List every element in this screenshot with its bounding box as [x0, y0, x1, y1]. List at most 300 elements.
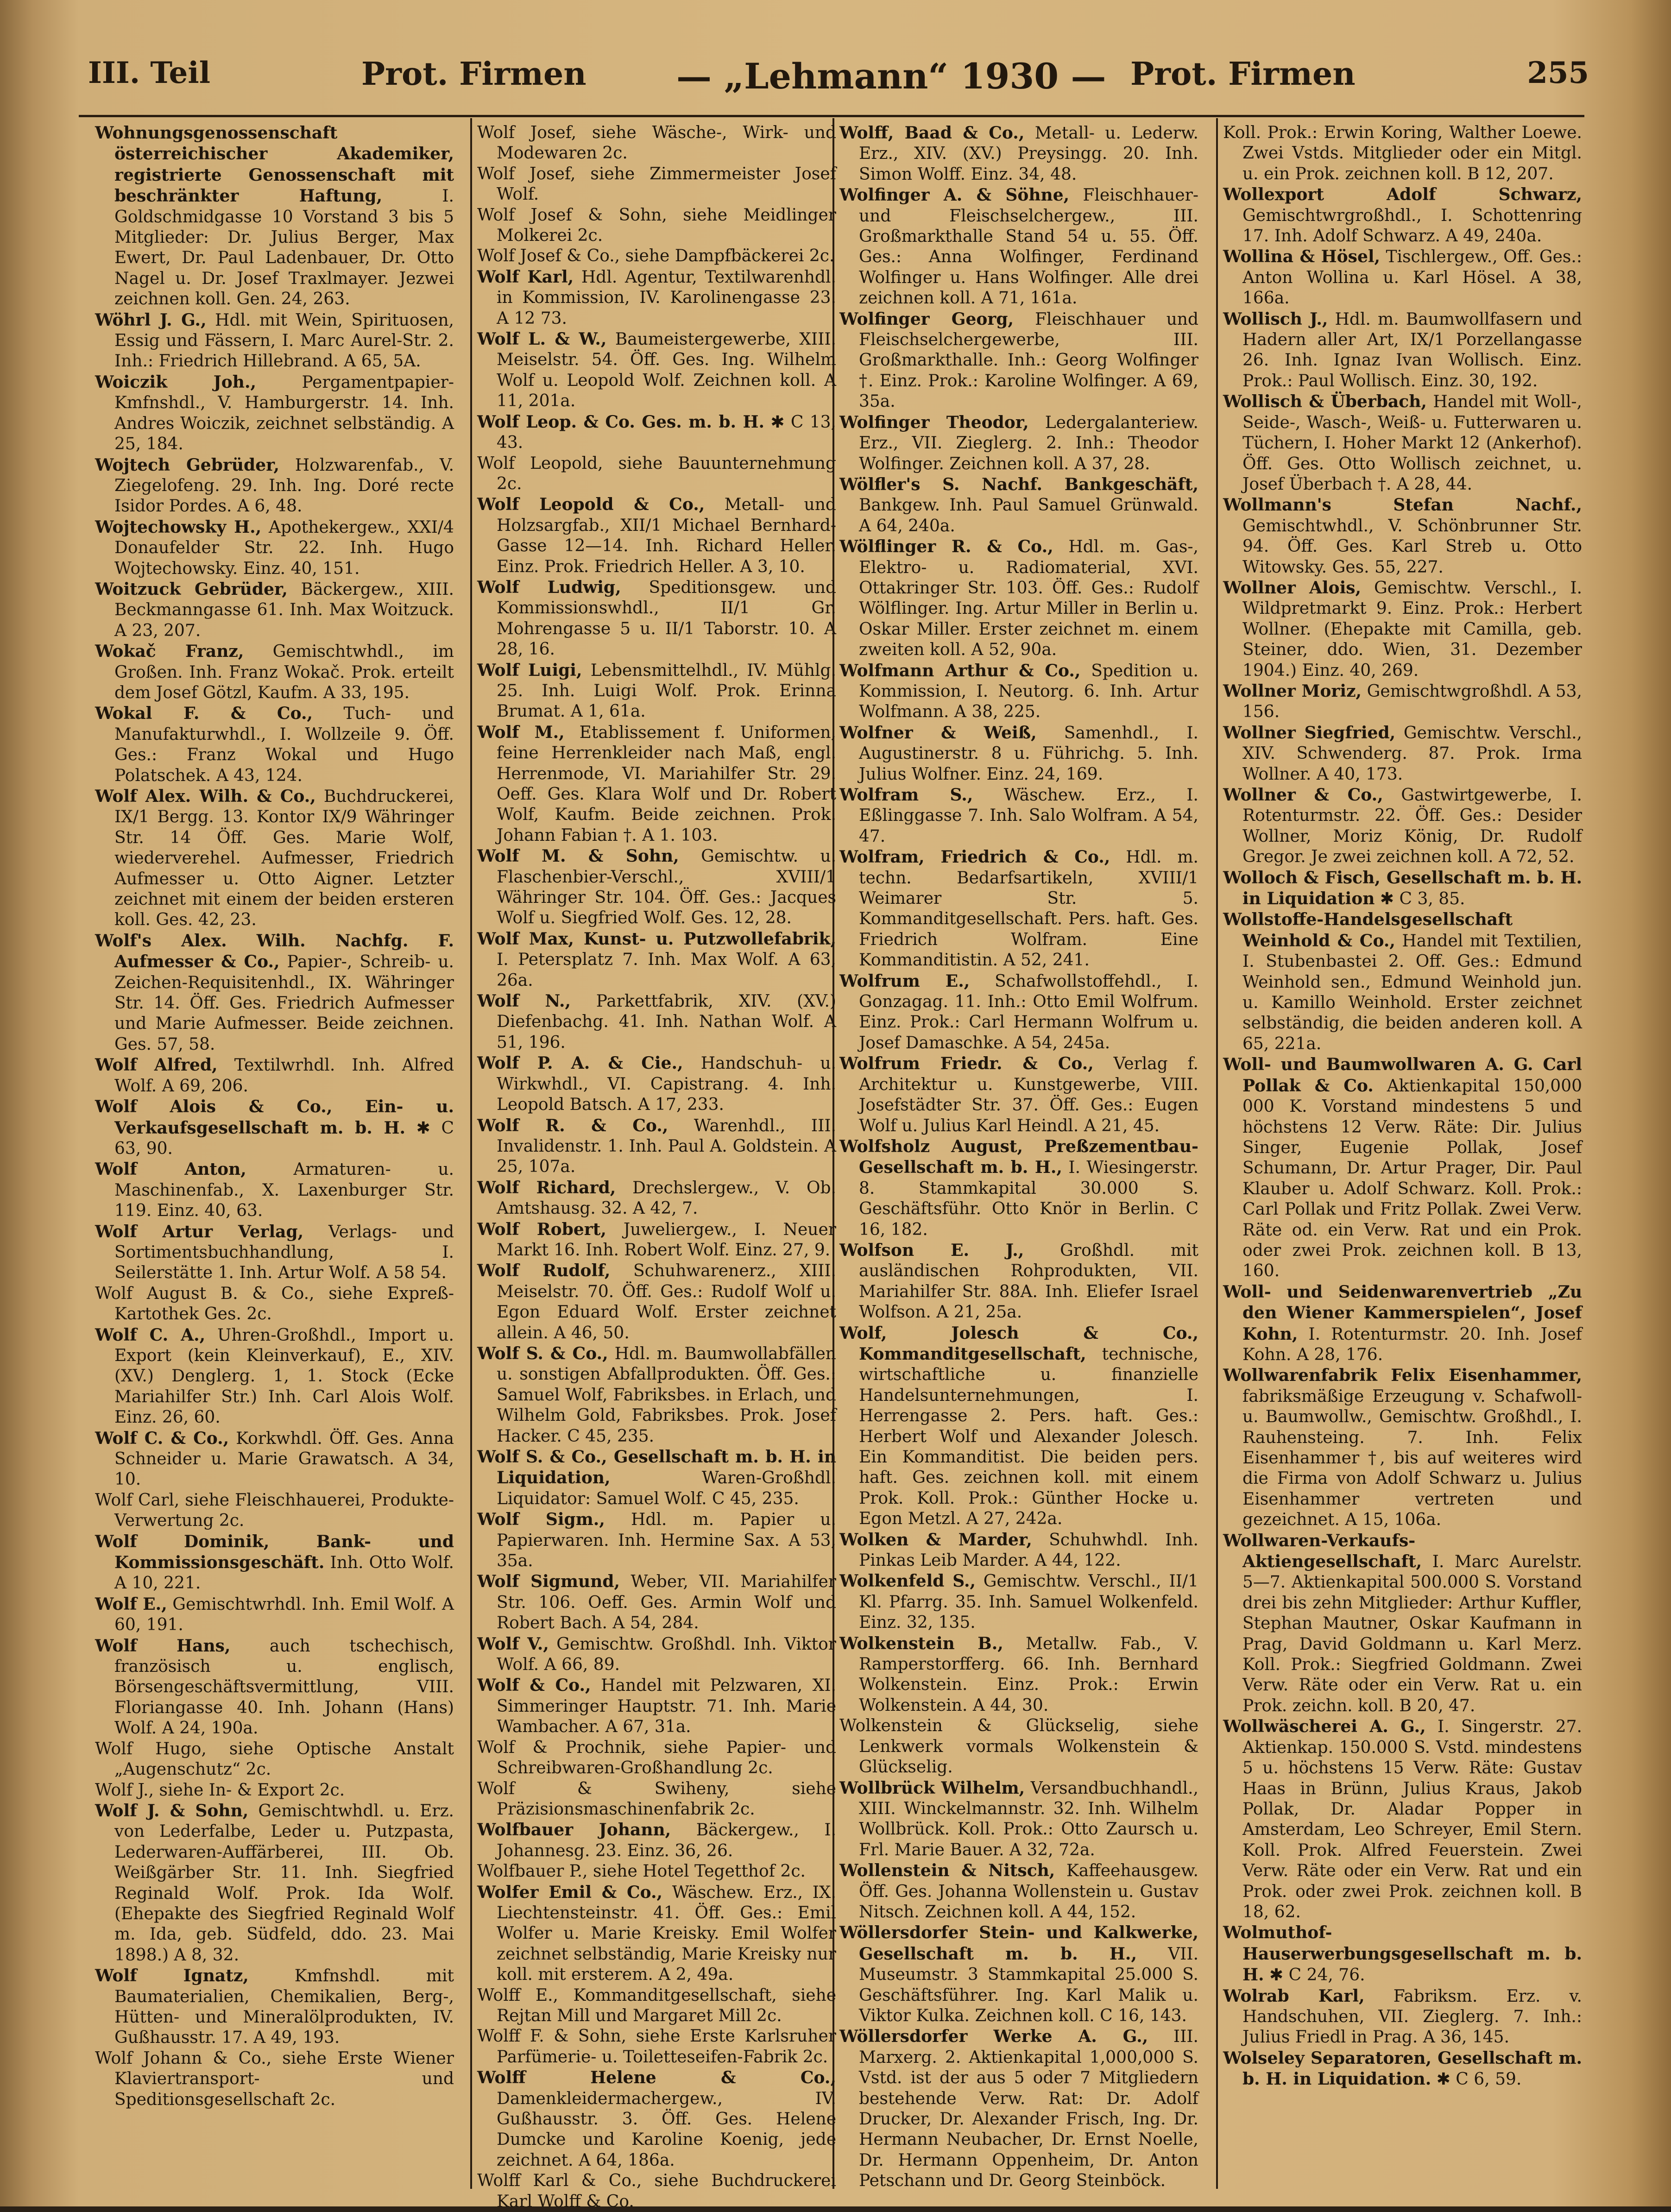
entry-details: Gemischtwgroßhdl. A 53, 156. — [1242, 681, 1582, 722]
entry-details: Wolf Leopold, siehe Bauunternehmung 2c. — [477, 454, 836, 493]
directory-entry — [95, 455, 454, 517]
directory-entry — [477, 1738, 836, 1779]
entry-details: Gemischtw. Verschl., II/1 Kl. Pfarrg. 35. Inh. Samuel Wolkenfeld. Einz. 32, 135. — [859, 1572, 1198, 1632]
directory-entry — [1223, 909, 1582, 1054]
firm-name: Wohnungsgenossenschaft österreichischer Akademiker, registrierte Genossenschaft mit beschränkter Haftung, — [95, 123, 454, 206]
entry-details: Hdl. m. Gas-, Elektro- u. Radiomaterial, XVI. Ottakringer Str. 103. Öff. Ges.: Rudolf Wölflinger. Ing. Artur Miller in Berlin u. Oskar Miller. Erster zeichnet m. einem zweiten koll. A 52, 90a. — [859, 537, 1198, 660]
directory-entry — [1223, 1922, 1582, 1985]
entry-details: Metallw. Fab., V. Ramperstorfferg. 66. Inh. Bernhard Wolkenstein. Einz. Prok.: Erwin Wolkenstein. A 44, 30. — [859, 1634, 1198, 1715]
entry-details: Schafwollstoffehdl., I. Gonzagag. 11. Inh.: Otto Emil Wolfrum. Einz. Prok.: Carl Hermann Wolfrum u. Josef Damaschke. A 54, 245a. — [859, 971, 1198, 1052]
firm-name: Wolf V., — [477, 1634, 549, 1654]
entry-details: Fleischhauer- und Fleischselchergew., III. Großmarkthalle Stand 54 u. 55. Öff. Ges.: Anna Wolfinger, Ferdinand Wolfinger u. Hans Wolfinger. Alle drei zeichnen koll. A 71, 161a. — [859, 186, 1198, 308]
directory-entry — [477, 164, 836, 205]
entry-details: I. Wiesingerstr. 8. Stammkapital 30.000 S. Geschäftsführ. Otto Knör in Berlin. C 16, 182. — [859, 1158, 1198, 1239]
directory-entry — [477, 2171, 836, 2212]
firm-name: Wolf's Alex. Wilh. Nachfg. F. Aufmesser & Co., — [95, 931, 454, 972]
directory-entry — [1223, 1986, 1582, 2048]
entry-details: Gemischtw. Verschl., XIV. Schwenderg. 87. Prok. Irma Wollner. A 40, 173. — [1242, 723, 1582, 784]
firm-name: Wolfram, Friedrich & Co., — [839, 847, 1110, 867]
entry-details: Wolf & Prochnik, siehe Papier- und Schreibwaren-Großhandlung 2c. — [477, 1738, 836, 1778]
directory-entry — [839, 1922, 1198, 2026]
firm-name: Wollwäscherei A. G., — [1223, 1717, 1426, 1737]
directory-entry — [477, 494, 836, 577]
firm-name: Wollmann's Stefan Nachf., — [1223, 495, 1582, 515]
entry-details: ✱ C 3, 85. — [1380, 889, 1465, 909]
firm-name: Wolf Hans, — [95, 1636, 231, 1656]
firm-name: Wolf Leop. & Co. Ges. m. b. H. — [477, 412, 764, 432]
firm-name: Wolf Anton, — [95, 1160, 246, 1179]
directory-entry — [95, 579, 454, 641]
firm-name: Wölfler's S. Nachf. Bankgeschäft, — [839, 474, 1198, 494]
directory-entry — [839, 1571, 1198, 1633]
firm-name: Wolf Sigmund, — [477, 1572, 620, 1592]
entry-details: Inh. Otto Wolf. A 10, 221. — [114, 1553, 454, 1593]
entry-details: Gemischtwhdl. u. Erz. von Lederfalbe, Leder u. Putzpasta, Lederwaren-Auffärberei, III. Ob. Weißgärber Str. 11. Inh. Siegfried Reginald Wolf. Prok. Ida Wolf. (Ehepakte des Siegfried Reginald Wolf m. Ida, geb. Südfeld, ddo. 23. Mai 1898.) A 8, 32. — [114, 1801, 454, 1965]
directory-entry — [839, 2026, 1198, 2191]
directory-entry — [839, 1240, 1198, 1323]
entry-details: Tuch- und Manufakturwhdl., I. Wollzeile 9. Öff. Ges.: Franz Wokal und Hugo Polatschek. A 43, 124. — [114, 704, 454, 785]
directory-entry — [477, 1985, 836, 2027]
firm-name: Wolf Richard, — [477, 1178, 616, 1197]
entry-details: Wolf & Swiheny, siehe Präzisionsmaschinenfabrik 2c. — [477, 1779, 836, 1819]
directory-entry — [477, 1260, 836, 1343]
firm-name: Wolfmann Arthur & Co., — [839, 661, 1081, 681]
directory-entry — [1223, 246, 1582, 309]
directory-entry — [477, 2026, 836, 2067]
entry-details: Gemischtw. Verschl., I. Wildpretmarkt 9. Einz. Prok.: Herbert Wollner. (Ehepakte mit Camilla, geb. Steiner, ddo. Wien, 31. Dezember 1904.) Einz. 40, 269. — [1242, 578, 1583, 680]
firm-name: Wolfrum Friedr. & Co., — [839, 1054, 1094, 1074]
directory-entry — [477, 1115, 836, 1178]
directory-entry — [477, 1820, 836, 1861]
firm-name: Wollner Alois, — [1223, 578, 1362, 598]
firm-name: Woll- und Baumwollwaren A. G. Carl Pollak & Co. — [1223, 1055, 1582, 1096]
entry-details: Wolf Hugo, siehe Optische Anstalt „Augenschutz“ 2c. — [95, 1739, 454, 1779]
entry-details: Hdl. m. Baumwollabfällen u. sonstigen Abfallprodukten. Öff. Ges.: Samuel Wolf, Fabriksbes. in Erlach, und Wilhelm Gold, Fabriksbes. Prok. Josef Hacker. C 45, 235. — [497, 1344, 836, 1446]
firm-name: Wolf Ignatz, — [95, 1966, 249, 1986]
entry-details: Papier-, Schreib- u. Zeichen-Requisitenhdl., IX. Währinger Str. 14. Öff. Ges. Friedrich Aufmesser und Marie Aufmesser. Beide zeichnen. Ges. 57, 58. — [114, 952, 454, 1054]
entry-details: Metall- und Holzsargfab., XII/1 Michael Bernhard-Gasse 12—14. Inh. Richard Heller. Einz. Prok. Friedrich Heller. A 3, 10. — [497, 495, 836, 576]
directory-entry — [95, 1159, 454, 1221]
directory-entry — [477, 660, 836, 722]
firm-name: Wolfson E. J., — [839, 1240, 1024, 1260]
directory-entry — [95, 1428, 454, 1490]
directory-entry — [477, 2067, 836, 2171]
entry-details: Aktienkapital 150,000 000 K. Vorstand mindestens 5 und höchstens 12 Verw. Räte: Dir. Julius Singer, Eugenie Pollak, Josef Schumann, Dr. Artur Prager, Dir. Paul Klauber u. Adolf Schwarz. Koll. Prok.: Carl Pollak und Fritz Pollak. Zwei Verw. Räte od. ein Verw. Rat und ein Prok. oder zwei Prok. zeichnen koll. B 13, 160. — [1242, 1076, 1583, 1281]
entry-details: Holzwarenfab., V. Ziegelofeng. 29. Inh. Ing. Doré recte Isidor Pordes. A 6, 48. — [114, 455, 454, 516]
entry-details: III. Marxerg. 2. Aktienkapital 1,000,000 S. Vstd. ist der aus 5 oder 7 Mitgliedern bestehende Verw. Rat: Dr. Adolf Drucker, Dr. Alexander Frisch, Ing. Dr. Hermann Neubacher, Dr. Ernst Noelle, Dr. Hermann Oppenheim, Dr. Anton Petschann und Dr. Georg Steinböck. — [859, 2027, 1198, 2191]
entry-details: Juweliergew., I. Neuer Markt 16. Inh. Robert Wolf. Einz. 27, 9. — [497, 1220, 836, 1260]
entry-details: Wolf Josef, siehe Wäsche-, Wirk- und Modewaren 2c. — [477, 123, 836, 163]
firm-name: Wolkenstein B., — [839, 1633, 1003, 1653]
directory-entry — [477, 1571, 836, 1633]
firm-name: Wojtech Gebrüder, — [95, 455, 279, 475]
entry-details: Schuhwhdl. Inh. Pinkas Leib Marder. A 44, 122. — [859, 1530, 1198, 1570]
firm-name: Woiczik Joh., — [95, 372, 257, 392]
entry-details: Warenhdl., III. Invalidenstr. 1. Inh. Paul A. Goldstein. A 25, 107a. — [497, 1116, 836, 1177]
directory-entry — [95, 1780, 454, 1801]
entry-details: Speditionsgew. und Kommissionswhdl., II/1 Gr. Mohrengasse 5 u. II/1 Taborstr. 10. A 28, 16. — [497, 578, 836, 659]
directory-entry — [839, 309, 1198, 412]
directory-entry — [95, 372, 454, 455]
directory-entry — [477, 846, 836, 929]
entry-details: Wolf Josef & Sohn, siehe Meidlinger Molkerei 2c. — [477, 205, 836, 246]
entry-details: Armaturen- u. Maschinenfab., X. Laxenburger Str. 119. Einz. 40, 63. — [114, 1160, 454, 1221]
directory-entry — [839, 1716, 1198, 1777]
firm-name: Wolken & Marder, — [839, 1530, 1032, 1550]
entry-details: Handel mit Textilien, I. Stubenbastei 2. Off. Ges.: Edmund Weinhold sen., Edmund Weinhold jun. u. Kamillo Weinhold. Erster zeichnet selbständig, die beiden anderen koll. A 65, 221a. — [1242, 931, 1582, 1053]
entry-details: Wolf August B. & Co., siehe Expreß-Kartothek Ges. 2c. — [95, 1284, 454, 1324]
firm-name: Wolf J. & Sohn, — [95, 1801, 249, 1821]
directory-entry — [95, 641, 454, 703]
directory-entry — [95, 1594, 454, 1636]
entry-details: Großhdl. mit ausländischen Rohprodukten, VII. Mariahilfer Str. 88A. Inh. Eliefer Israel Wolfson. A 21, 25a. — [859, 1241, 1199, 1322]
entry-details: I. Rotenturmstr. 20. Inh. Josef Kohn. A 28, 176. — [1242, 1324, 1582, 1364]
entry-details: Wolff F. & Sohn, siehe Erste Karlsruher Parfümerie- u. Toiletteseifen-Fabrik 2c. — [477, 2027, 836, 2067]
directory-entry — [1223, 1365, 1582, 1530]
firm-name: Wollisch J., — [1223, 309, 1328, 329]
firm-name: Woll- und Seidenwarenvertrieb „Zu den Wiener Kammerspielen“, Josef Kohn, — [1223, 1282, 1582, 1344]
firm-name: Wolf Rudolf, — [477, 1261, 611, 1281]
firm-name: Wollwaren-Verkaufs-Aktiengesellschaft, — [1223, 1531, 1422, 1572]
entry-details: Wolf Johann & Co., siehe Erste Wiener Klaviertransport- und Speditionsgesellschaft 2c. — [95, 2048, 454, 2109]
firm-name: Wolf Max, Kunst- u. Putzwollefabrik, — [477, 929, 836, 949]
entry-details: Ledergalanteriew. Erz., VII. Zieglerg. 2. Inh.: Theodor Wolfinger. Zeichnen koll. A 37, 28. — [859, 413, 1198, 473]
directory-entry — [477, 577, 836, 660]
column-2 — [477, 123, 837, 2211]
header-rule — [79, 115, 1584, 117]
entry-details: Wolkenstein & Glückselig, siehe Lenkwerk vormals Wolkenstein & Glückselig. — [839, 1716, 1198, 1777]
entry-details: Gastwirtgewerbe, I. Rotenturmstr. 22. Öff. Ges.: Desider Wollner, Moriz König, Dr. Rudolf Gregor. Je zwei zeichnen koll. A 72, 52. — [1242, 786, 1582, 867]
firm-name: Wolf Ludwig, — [477, 577, 621, 597]
entry-details: Kmfnshdl. mit Baumaterialien, Chemikalien, Berg-, Hütten- und Mineralölprodukten, IV. Gußhausstr. 17. A 49, 193. — [114, 1966, 454, 2048]
column-4 — [1223, 123, 1582, 2189]
firm-name: Wollner & Co., — [1223, 785, 1383, 805]
directory-entry — [477, 123, 836, 164]
directory-entry — [95, 2048, 454, 2110]
column-1 — [95, 123, 454, 2189]
firm-name: Wolf N., — [477, 991, 571, 1011]
entry-details: VII. Museumstr. 3 Stammkapital 25.000 S. Geschäftsführer. Ing. Karl Malik u. Viktor Kulka. Zeichnen koll. C 16, 143. — [859, 1944, 1199, 2025]
firm-name: Wolloch & Fisch, Gesellschaft m. b. H. in Liquidation — [1223, 868, 1582, 909]
firm-name: Wolfbauer Johann, — [477, 1820, 671, 1840]
entry-details: Hdl. m. Baumwollfasern und Hadern aller Art, IX/1 Porzellangasse 26. Inh. Ignaz Ivan Wollisch. Einz. Prok.: Paul Wollisch. Einz. 30, 192. — [1242, 309, 1582, 391]
directory-entry — [95, 517, 454, 579]
firm-name: Wolf Alois & Co., Ein- u. Verkaufsgesellschaft m. b. H. — [95, 1097, 454, 1138]
entry-details: Wolf Carl, siehe Fleischhauerei, Produkte-Verwertung 2c. — [95, 1490, 454, 1531]
firm-name: Wolseley Separatoren, Gesellschaft m. b. H. in Liquidation. — [1223, 2048, 1582, 2089]
directory-entry — [839, 1136, 1198, 1240]
entry-details: Hdl. m. Papier u. Papierwaren. Inh. Hermine Sax. A 53, 35a. — [497, 1510, 836, 1571]
entry-details: Wolf J., siehe In- & Export 2c. — [95, 1780, 345, 1800]
firm-name: Wolf M., — [477, 722, 565, 742]
firm-name: Wolf R. & Co., — [477, 1115, 668, 1135]
directory-entry — [95, 1739, 454, 1780]
entry-details: Wolfbauer P., siehe Hotel Tegetthof 2c. — [477, 1862, 806, 1881]
entry-details: fabriksmäßige Erzeugung v. Schafwoll- u. Baumwollw., Gemischtw. Großhdl., I. Rauhensteing. 7. Inh. Felix Eisenhammer †, bis auf weiteres wird die Firma von Adolf Schwarz u. Julius Eisenhammer vertreten und gezeichnet. A 15, 106a. — [1242, 1386, 1582, 1530]
entry-details: Bäckergew., XIII. Beckmanngasse 61. Inh. Max Woitzuck. A 23, 207. — [114, 580, 454, 640]
entry-details: Hdl. Agentur, Textilwarenhdl. in Kommission, IV. Karolinengasse 23. A 12 73. — [497, 267, 836, 328]
entry-details: Wolf Josef & Co., siehe Dampfbäckerei 2c. — [477, 246, 835, 266]
firm-name: Wolfinger A. & Söhne, — [839, 185, 1070, 205]
directory-entry — [95, 123, 454, 310]
entry-details: Pergamentpapier-Kmfnshdl., V. Hamburgerstr. 14. Inh. Andres Woiczik, zeichnet selbständig. A 25, 184. — [114, 372, 454, 454]
directory-entry — [477, 1178, 836, 1219]
entry-details: Waren-Großhdl. Liquidator: Samuel Wolf. C 45, 235. — [497, 1468, 836, 1508]
firm-name: Wölflinger R. & Co., — [839, 537, 1053, 557]
directory-entry — [1223, 1282, 1582, 1366]
firm-name: Wolfrum E., — [839, 971, 970, 991]
firm-name: Wolf Karl, — [477, 267, 574, 287]
firm-name: Wöllersdorfer Werke A. G., — [839, 2027, 1148, 2047]
directory-entry — [839, 661, 1198, 723]
directory-entry — [95, 310, 454, 372]
directory-entry — [839, 971, 1198, 1054]
firm-name: Wollisch & Überbach, — [1223, 392, 1427, 412]
firm-name: Wollwarenfabrik Felix Eisenhammer, — [1223, 1366, 1582, 1386]
directory-entry — [95, 786, 454, 931]
directory-entry — [477, 1861, 836, 1882]
part-label: III. Teil — [88, 56, 210, 90]
entry-details: Weber, VII. Mariahilfer Str. 106. Oeff. Ges. Armin Wolf und Robert Bach. A 54, 284. — [497, 1572, 836, 1633]
page-header — [88, 56, 1589, 107]
entry-details: I. Petersplatz 7. Inh. Max Wolf. A 63, 26a. — [497, 950, 836, 990]
directory-entry — [95, 1636, 454, 1739]
entry-details: Gemischtwrhdl. Inh. Emil Wolf. A 60, 191. — [114, 1594, 454, 1635]
directory-entry — [1223, 2048, 1582, 2090]
entry-details: Tischlergew., Off. Ges.: Anton Wollina u. Karl Hösel. A 38, 166a. — [1242, 247, 1582, 308]
directory-entry — [1223, 309, 1582, 392]
entry-details: Schuhwarenerz., XIII. Meiselstr. 70. Öff. Ges.: Rudolf Wolf u. Egon Eduard Wolf. Erster zeichnet allein. A 46, 50. — [497, 1261, 836, 1342]
directory-entry — [839, 1530, 1198, 1571]
directory-entry — [839, 474, 1198, 536]
column-divider — [470, 118, 472, 2189]
directory-entry — [95, 1055, 454, 1097]
firm-name: Wolf C. A., — [95, 1325, 206, 1345]
directory-entry — [477, 267, 836, 329]
directory-entry — [477, 1509, 836, 1571]
firm-name: Wolf P. A. & Cie., — [477, 1053, 683, 1073]
firm-name: Wolfer Emil & Co., — [477, 1882, 663, 1902]
firm-name: Wollenstein & Nitsch, — [839, 1861, 1055, 1881]
directory-entry — [1223, 578, 1582, 681]
directory-entry — [1223, 1716, 1582, 1922]
entry-details: Gemischtwhdl., V. Schönbrunner Str. 94. Öff. Ges. Karl Streb u. Otto Witowsky. Ges. 55, 227. — [1242, 516, 1582, 577]
running-title-left: Prot. Firmen — [361, 56, 586, 93]
firm-name: Wolf Robert, — [477, 1219, 606, 1239]
directory-entry — [477, 454, 836, 495]
firm-name: Wolf Alfred, — [95, 1055, 218, 1075]
entry-details: Textilwrhdl. Inh. Alfred Wolf. A 69, 206. — [114, 1056, 454, 1096]
entry-details: Drechslergew., V. Ob. Amtshausg. 32. A 42, 7. — [497, 1178, 837, 1218]
firm-name: Wolf Dominik, Bank- und Kommissionsgeschäft. — [95, 1531, 454, 1573]
entry-details: I. Marc Aurelstr. 5—7. Aktienkapital 500.000 S. Vorstand drei bis zehn Mitglieder: Arthur Kuffler, Stephan Mautner, Oskar Kaufmann in Prag, David Goldmann u. Karl Merz. Koll. Prok.: Siegfried Goldmann. Zwei Verw. Räte oder ein Verw. Rat u. ein Prok. zeichn. koll. B 20, 47. — [1242, 1552, 1582, 1715]
firm-name: Wollina & Hösel, — [1223, 247, 1381, 267]
directory-entry — [95, 1284, 454, 1325]
directory-entry — [839, 1860, 1198, 1922]
directory-entry — [95, 1966, 454, 2048]
directory-entry — [839, 185, 1198, 309]
directory-entry — [1223, 868, 1582, 910]
firm-name: Wöhrl J. G., — [95, 310, 207, 330]
directory-entry — [95, 1490, 454, 1531]
directory-entry — [839, 412, 1198, 474]
entry-details: ✱ C 13, 43. — [497, 412, 836, 453]
firm-name: Wolf Sigm., — [477, 1510, 605, 1530]
directory-entry — [1223, 681, 1582, 723]
entry-details: Gemischtw. Großhdl. Inh. Viktor Wolf. A 66, 89. — [497, 1634, 836, 1675]
directory-entry — [839, 1778, 1198, 1861]
entry-details: Wolff Karl & Co., siehe Buchdruckerei Karl Wolff & Co. — [477, 2171, 836, 2211]
entry-details: Uhren-Großhdl., Import u. Export (kein Kleinverkauf), E., XIV. (XV.) Denglerg. 1, 1. Stock (Ecke Mariahilfer Str.) Inh. Carl Alois Wolf. Einz. 26, 60. — [114, 1325, 454, 1427]
firm-name: Wolrab Karl, — [1223, 1986, 1365, 2006]
firm-name: Wolfner & Weiß, — [839, 723, 1037, 743]
firm-name: Wolf & Co., — [477, 1676, 591, 1695]
entry-details: Gemischtw. u. Flaschenbier-Verschl., XVIII/1 Währinger Str. 104. Öff. Ges.: Jacques Wolf u. Siegfried Wolf. Ges. 12, 28. — [497, 847, 837, 928]
firm-name: Wollstoffe-Handelsgesellschaft Weinhold & Co., — [1223, 910, 1513, 951]
directory-entry — [477, 246, 836, 266]
firm-name: Wolf Artur Verlag, — [95, 1222, 304, 1241]
directory-entry — [477, 412, 836, 454]
firm-name: Wolf L. & W., — [477, 329, 607, 349]
entry-details: Koll. Prok.: Erwin Koring, Walther Loewe. Zwei Vstds. Mitglieder oder ein Mitgl. u. ein Prok. zeichnen koll. B 12, 207. — [1223, 123, 1582, 183]
directory-entry — [95, 703, 454, 786]
entry-details: Parkettfabrik, XIV. (XV.) Diefenbachg. 41. Inh. Nathan Wolf. A 51, 196. — [497, 992, 836, 1052]
entry-details: Wolf Josef, siehe Zimmermeister Josef Wolf. — [477, 164, 836, 204]
entry-details: Handschuh- u. Wirkwhdl., VI. Capistrang. 4. Inh. Leopold Batsch. A 17, 233. — [497, 1054, 836, 1115]
entry-details: Hdl. mit Wein, Spirituosen, Essig und Fässern, I. Marc Aurel-Str. 2. Inh.: Friedrich Hillebrand. A 65, 5A. — [114, 310, 454, 371]
entry-details: Metall- u. Lederw. Erz., XIV. (XV.) Preysingg. 20. Inh. Simon Wolff. Einz. 34, 48. — [859, 124, 1199, 184]
directory-entry — [839, 1323, 1198, 1530]
column-3 — [839, 123, 1198, 2189]
directory-entry — [1223, 723, 1582, 785]
entry-details: Wäschew. Erz., IX. Liechtensteinstr. 41. Öff. Ges.: Emil Wolfer u. Marie Kreisky. Emil Wolfer zeichnet selbständig, Marie Kreisky nur koll. mit ersterem. A 2, 49a. — [497, 1883, 836, 1985]
entry-details: Lebensmittelhdl., IV. Mühlg. 25. Inh. Luigi Wolf. Prok. Erinna Brumat. A 1, 61a. — [497, 661, 837, 721]
directory-entry — [839, 847, 1198, 971]
firm-name: Wolf Luigi, — [477, 660, 582, 680]
directory-entry — [477, 329, 836, 412]
running-title-center: — „Lehmann“ 1930 — — [676, 56, 1106, 97]
entry-details: Gemischtwrgroßhdl., I. Schottenring 17. Inh. Adolf Schwarz. A 49, 240a. — [1242, 206, 1582, 246]
entry-details: Versandbuchhandl., XIII. Winckelmannstr. 32. Inh. Wilhelm Wollbrück. Koll. Prok.: Otto Zaursch u. Frl. Marie Bauer. A 32, 72a. — [859, 1778, 1198, 1859]
entry-details: Verlag f. Architektur u. Kunstgewerbe, VIII. Josefstädter Str. 37. Öff. Ges.: Eugen Wolf u. Julius Karl Heindl. A 21, 45. — [859, 1054, 1198, 1135]
directory-entry — [477, 1882, 836, 1985]
entry-details: ✱ C 63, 90. — [114, 1118, 454, 1158]
directory-entry — [477, 1675, 836, 1737]
directory-entry — [95, 1801, 454, 1966]
directory-entry — [839, 536, 1198, 660]
directory-entry — [477, 1219, 836, 1261]
directory-entry — [1223, 184, 1582, 246]
entry-details: Wäschew. Erz., I. Eßlinggasse 7. Inh. Salo Wolfram. A 54, 47. — [859, 786, 1198, 846]
entry-details: Fleischhauer und Fleischselchergewerbe, III. Großmarkthalle. Inh.: Georg Wolfinger †. Einz. Prok.: Karoline Wolfinger. A 69, 35a. — [859, 309, 1199, 411]
directory-entry — [477, 1447, 836, 1509]
entry-details: Hdl. m. techn. Bedarfsartikeln, XVIII/1 Weimarer Str. 5. Kommanditgesellschaft. Pers. haft. Ges. Friedrich Wolfram. Eine Kommanditistin. A 52, 241. — [859, 848, 1198, 970]
entry-details: ✱ C 6, 59. — [1436, 2070, 1522, 2089]
firm-name: Wolf, Jolesch & Co., Kommanditgesellschaft, — [839, 1323, 1198, 1364]
firm-name: Wolfinger Theodor, — [839, 412, 1029, 432]
entry-details: I. Goldschmidgasse 10 Vorstand 3 bis 5 Mitglieder: Dr. Julius Berger, Max Ewert, Dr. Paul Ladenbauer, Dr. Otto Nagel u. Dr. Josef Traxlmayer. Jezwei zeichnen koll. Gen. 24, 263. — [114, 187, 454, 309]
directory-entry — [839, 785, 1198, 847]
firm-name: Wollexport Adolf Schwarz, — [1223, 185, 1582, 205]
firm-name: Wolfinger Georg, — [839, 309, 1014, 329]
entry-details: Verlags- und Sortimentsbuchhandlung, I. Seilerstätte 1. Inh. Artur Wolf. A 58 54. — [114, 1222, 454, 1283]
firm-name: Wolf Alex. Wilh. & Co., — [95, 787, 316, 806]
firm-name: Wolfram S., — [839, 785, 973, 805]
entry-details: Buchdruckerei, IX/1 Bergg. 13. Kontor IX/9 Währinger Str. 14 Öff. Ges. Marie Wolf, wiederverehel. Aufmesser, Friedrich Aufmesser u. Otto Aigner. Letzter zeichnet mit einem der beiden ersteren koll. Ges. 42, 23. — [114, 787, 454, 930]
entry-details: Handel mit Pelzwaren, XI. Simmeringer Hauptstr. 71. Inh. Marie Wambacher. A 67, 31a. — [497, 1676, 836, 1737]
firm-name: Wolf S. & Co., Gesellschaft m. b. H. in Liquidation, — [477, 1447, 836, 1488]
page-number: 255 — [1527, 56, 1589, 90]
directory-entry — [1223, 1531, 1582, 1717]
directory-entry — [95, 1531, 454, 1594]
entry-details: Samenhdl., I. Augustinerstr. 8 u. Führichg. 5. Inh. Julius Wolfner. Einz. 24, 169. — [859, 723, 1198, 784]
firm-name: Wolf E., — [95, 1594, 167, 1614]
directory-entry — [477, 722, 836, 846]
column-divider — [1216, 118, 1218, 2189]
directory-entry — [95, 931, 454, 1055]
directory-entry — [477, 1053, 836, 1115]
directory-entry — [839, 723, 1198, 785]
firm-name: Wollbrück Wilhelm, — [839, 1778, 1025, 1798]
entry-details: Apothekergew., XXI/4 Donaufelder Str. 22. Inh. Hugo Wojtechowsky. Einz. 40, 151. — [114, 517, 454, 578]
entry-details: Gemischtwhdl., im Großen. Inh. Franz Wokač. Prok. erteilt dem Josef Götzl, Kaufm. A 33, 195. — [114, 642, 454, 702]
entry-details: Korkwhdl. Öff. Ges. Anna Schneider u. Marie Grawatsch. A 34, 10. — [114, 1429, 454, 1489]
directory-entry — [477, 1779, 836, 1820]
entry-details: ✱ C 24, 76. — [1269, 1966, 1365, 1985]
directory-entry — [839, 1053, 1198, 1136]
entry-details: auch tschechisch, französisch u. englisch, Börsengeschäftsvermittlung, VIII. Floriangasse 40. Inh. Johann (Hans) Wolf. A 24, 190a. — [114, 1636, 454, 1738]
entry-details: Kaffeehausgew. Öff. Ges. Johanna Wollenstein u. Gustav Nitsch. Zeichnen koll. A 44, 152. — [859, 1861, 1198, 1922]
firm-name: Wolff, Baad & Co., — [839, 123, 1025, 143]
entry-details: technische, wirtschaftliche u. finanzielle Handelsunternehmungen, I. Herrengasse 2. Pers. haft. Ges.: Herbert Wolf und Alexander Jolesch. Ein Kommanditist. Die beiden pers. haft. Ges. zeichnen koll. mit einem Prok. Koll. Prok.: Günther Hocke u. Egon Metzl. A 27, 242a. — [859, 1344, 1198, 1529]
entry-details: Etablissement f. Uniformen, feine Herrenkleider nach Maß, engl. Herrenmode, VI. Mariahilfer Str. 29. Oeff. Ges. Klara Wolf und Dr. Robert Wolf, Kaufm. Beide zeichnen. Prok. Johann Fabian †. A 1. 103. — [497, 723, 836, 845]
firm-name: Wolf S. & Co., — [477, 1343, 608, 1363]
directory-entry — [477, 1634, 836, 1676]
firm-name: Wollner Siegfried, — [1223, 723, 1396, 743]
firm-name: Wolf C. & Co., — [95, 1428, 229, 1448]
firm-name: Wojtechowsky H., — [95, 517, 262, 537]
firm-name: Wokač Franz, — [95, 642, 244, 662]
entry-details: Fabriksm. Erz. v. Handschuhen, VII. Zieglerg. 7. Inh.: Julius Friedl in Prag. A 36, 145. — [1242, 1986, 1582, 2047]
firm-name: Woitzuck Gebrüder, — [95, 579, 288, 599]
firm-name: Wolkenfeld S., — [839, 1571, 976, 1591]
entry-details: Spedition u. Kommission, I. Neutorg. 6. Inh. Artur Wolfmann. A 38, 225. — [859, 661, 1198, 722]
firm-name: Wollner Moriz, — [1223, 681, 1362, 701]
firm-name: Wolf M. & Sohn, — [477, 846, 679, 866]
firm-name: Wolfsholz August, Preßzementbau-Gesellschaft m. b. H., — [839, 1136, 1198, 1178]
directory-entry — [839, 1633, 1198, 1716]
firm-name: Wöllersdorfer Stein- und Kalkwerke, Gesellschaft m. b. H., — [839, 1923, 1198, 1964]
entry-details: Bankgew. Inh. Paul Samuel Grünwald. A 64, 240a. — [859, 496, 1198, 536]
directory-entry — [1223, 391, 1582, 495]
firm-name: Wolf Leopold & Co., — [477, 495, 705, 515]
directory-entry — [1223, 123, 1582, 184]
directory-entry — [1223, 1054, 1582, 1281]
directory-entry — [95, 1222, 454, 1284]
entry-details: Baumeistergewerbe, XIII. Meiselstr. 54. Öff. Ges. Ing. Wilhelm Wolf u. Leopold Wolf. Zeichnen koll. A 11, 201a. — [497, 330, 836, 411]
entry-details: Damenkleidermachergew., IV. Gußhausstr. 3. Öff. Ges. Helene Dumcke und Karoline Koenig, jede zeichnet. A 64, 186a. — [497, 2089, 836, 2170]
firm-name: Wokal F. & Co., — [95, 704, 313, 724]
directory-entry — [95, 1325, 454, 1428]
directory-entry — [477, 929, 836, 991]
entry-details: Bäckergew., I. Johannesg. 23. Einz. 36, 26. — [497, 1821, 837, 1860]
directory-entry — [839, 123, 1198, 185]
entry-details: I. Singerstr. 27. Aktienkap. 150.000 S. Vstd. mindestens 5 u. höchstens 15 Verw. Räte: Gustav Haas in Brünn, Julius Kraus, Jakob Pollak, Dr. Aladar Popper in Amsterdam, Leo Schreyer, Emil Stern. Koll. Prok. Alfred Feuerstein. Zwei Verw. Räte oder ein Verw. Rat und ein Prok. oder zwei Prok. zeichnen koll. B 18, 62. — [1242, 1717, 1582, 1922]
firm-name: Wolmuthof-Hauserwerbungsgesellschaft m. b. H. — [1223, 1923, 1582, 1985]
directory-entry — [477, 991, 836, 1053]
directory-entry — [1223, 495, 1582, 578]
directory-entry — [477, 1343, 836, 1447]
